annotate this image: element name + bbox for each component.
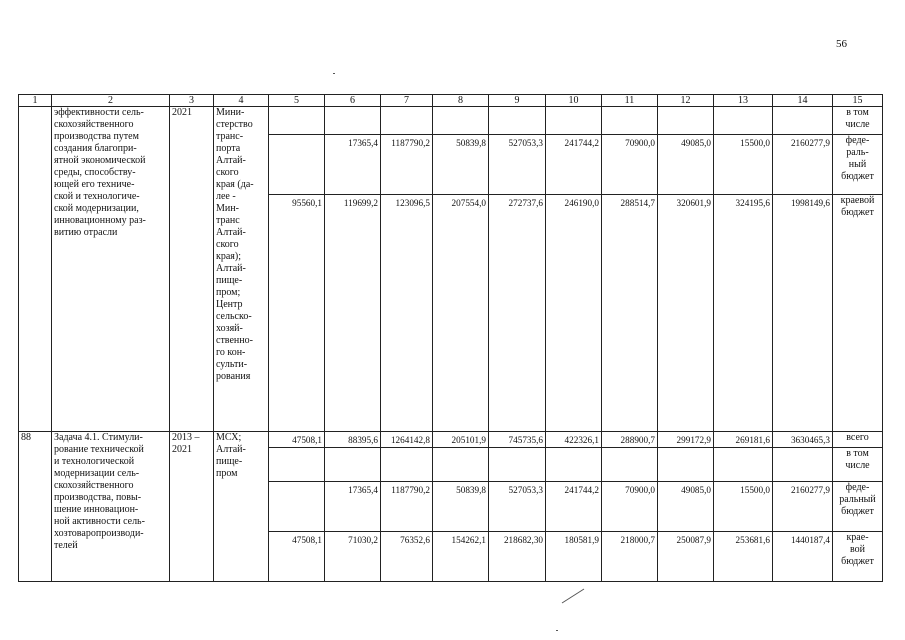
description-cell: эффективности сель- скохозяйственного производства путем создания благопри- ятной экономической среды, способству- ющей его техниче- ской и технологиче- ской модернизации, инновационному раз- витию отрасли [52,107,170,432]
value-cell: 15500,0 [714,135,773,195]
value-cell: 253681,6 [714,532,773,582]
value-cell: 50839,8 [433,482,489,532]
value-cell [433,448,489,482]
value-cell [602,448,658,482]
value-cell: 1264142,8 [381,432,433,448]
value-cell [773,107,833,135]
value-cell: 71030,2 [325,532,381,582]
value-cell [325,107,381,135]
table-row [19,107,883,135]
value-cell [269,482,325,532]
funding-source-cell: феде- ральный бюджет [833,482,883,532]
value-cell [433,107,489,135]
value-cell: 49085,0 [658,135,714,195]
value-cell [381,448,433,482]
value-cell: 70900,0 [602,135,658,195]
description-cell: Задача 4.1. Стимули- рование технической и технологической модернизации сель- скохозяйственного производства, повы- шение инновацион- ной активности сель- хозтоваропроизводи- телей [52,432,170,582]
value-cell: 422326,1 [546,432,602,448]
header-cell: 3 [170,95,214,107]
value-cell [269,448,325,482]
scan-mark [560,585,590,605]
header-cell: 11 [602,95,658,107]
header-cell: 15 [833,95,883,107]
value-cell: 527053,3 [489,482,546,532]
funding-source-cell: феде- раль- ный бюджет [833,135,883,195]
executor-cell: МСХ; Алтай- пище- пром [214,432,269,582]
value-cell [546,107,602,135]
value-cell: 123096,5 [381,195,433,432]
budget-table [18,94,883,582]
header-cell: 4 [214,95,269,107]
value-cell: 320601,9 [658,195,714,432]
header-cell: 7 [381,95,433,107]
header-cell: 6 [325,95,381,107]
years-cell: 2021 [170,107,214,432]
value-cell: 288514,7 [602,195,658,432]
value-cell: 70900,0 [602,482,658,532]
value-cell: 269181,6 [714,432,773,448]
value-cell: 241744,2 [546,135,602,195]
value-cell: 250087,9 [658,532,714,582]
value-cell: 272737,6 [489,195,546,432]
value-cell: 17365,4 [325,135,381,195]
value-cell: 180581,9 [546,532,602,582]
value-cell: 2160277,9 [773,135,833,195]
value-cell [658,107,714,135]
value-cell: 207554,0 [433,195,489,432]
value-cell [489,448,546,482]
value-cell [602,107,658,135]
table-row [19,432,883,448]
value-cell [773,448,833,482]
value-cell: 47508,1 [269,532,325,582]
value-cell: 2160277,9 [773,482,833,532]
value-cell: 49085,0 [658,482,714,532]
header-cell: 13 [714,95,773,107]
value-cell: 218682,30 [489,532,546,582]
value-cell [658,448,714,482]
value-cell: 47508,1 [269,432,325,448]
value-cell: 50839,8 [433,135,489,195]
value-cell [714,107,773,135]
value-cell: 1998149,6 [773,195,833,432]
value-cell: 205101,9 [433,432,489,448]
header-row [19,95,883,107]
value-cell: 299172,9 [658,432,714,448]
funding-source-cell: крае- вой бюджет [833,532,883,582]
value-cell: 1187790,2 [381,135,433,195]
header-cell: 14 [773,95,833,107]
value-cell [325,448,381,482]
value-cell: 218000,7 [602,532,658,582]
value-cell: 119699,2 [325,195,381,432]
value-cell: 95560,1 [269,195,325,432]
header-cell: 5 [269,95,325,107]
value-cell: 246190,0 [546,195,602,432]
value-cell: 241744,2 [546,482,602,532]
value-cell [489,107,546,135]
page-number: 56 [836,38,847,50]
value-cell: 88395,6 [325,432,381,448]
value-cell: 154262,1 [433,532,489,582]
executor-cell: Мини- стерство транс- порта Алтай- ского края (да- лее - Мин- транс Алтай- ского края); Алтай- пище- пром; Центр сельско- хозяй- ственно- го кон- сульти- рования [214,107,269,432]
value-cell: 324195,6 [714,195,773,432]
value-cell [714,448,773,482]
funding-source-cell: в том числе [833,107,883,135]
value-cell: 1187790,2 [381,482,433,532]
value-cell: 745735,6 [489,432,546,448]
funding-source-cell: в том числе [833,448,883,482]
funding-source-cell: краевой бюджет [833,195,883,432]
years-cell: 2013 – 2021 [170,432,214,582]
value-cell: 15500,0 [714,482,773,532]
row-number-cell: 88 [19,432,52,582]
header-cell: 8 [433,95,489,107]
value-cell [269,135,325,195]
value-cell: 527053,3 [489,135,546,195]
value-cell: 17365,4 [325,482,381,532]
header-cell: 2 [52,95,170,107]
header-cell: 9 [489,95,546,107]
header-cell: 1 [19,95,52,107]
value-cell: 288900,7 [602,432,658,448]
funding-source-cell: всего [833,432,883,448]
value-cell: 3630465,3 [773,432,833,448]
scan-dot [333,73,335,74]
header-cell: 10 [546,95,602,107]
row-number-cell [19,107,52,432]
value-cell: 1440187,4 [773,532,833,582]
value-cell [381,107,433,135]
header-cell: 12 [658,95,714,107]
scan-dot [556,630,558,631]
value-cell [269,107,325,135]
value-cell: 76352,6 [381,532,433,582]
value-cell [546,448,602,482]
